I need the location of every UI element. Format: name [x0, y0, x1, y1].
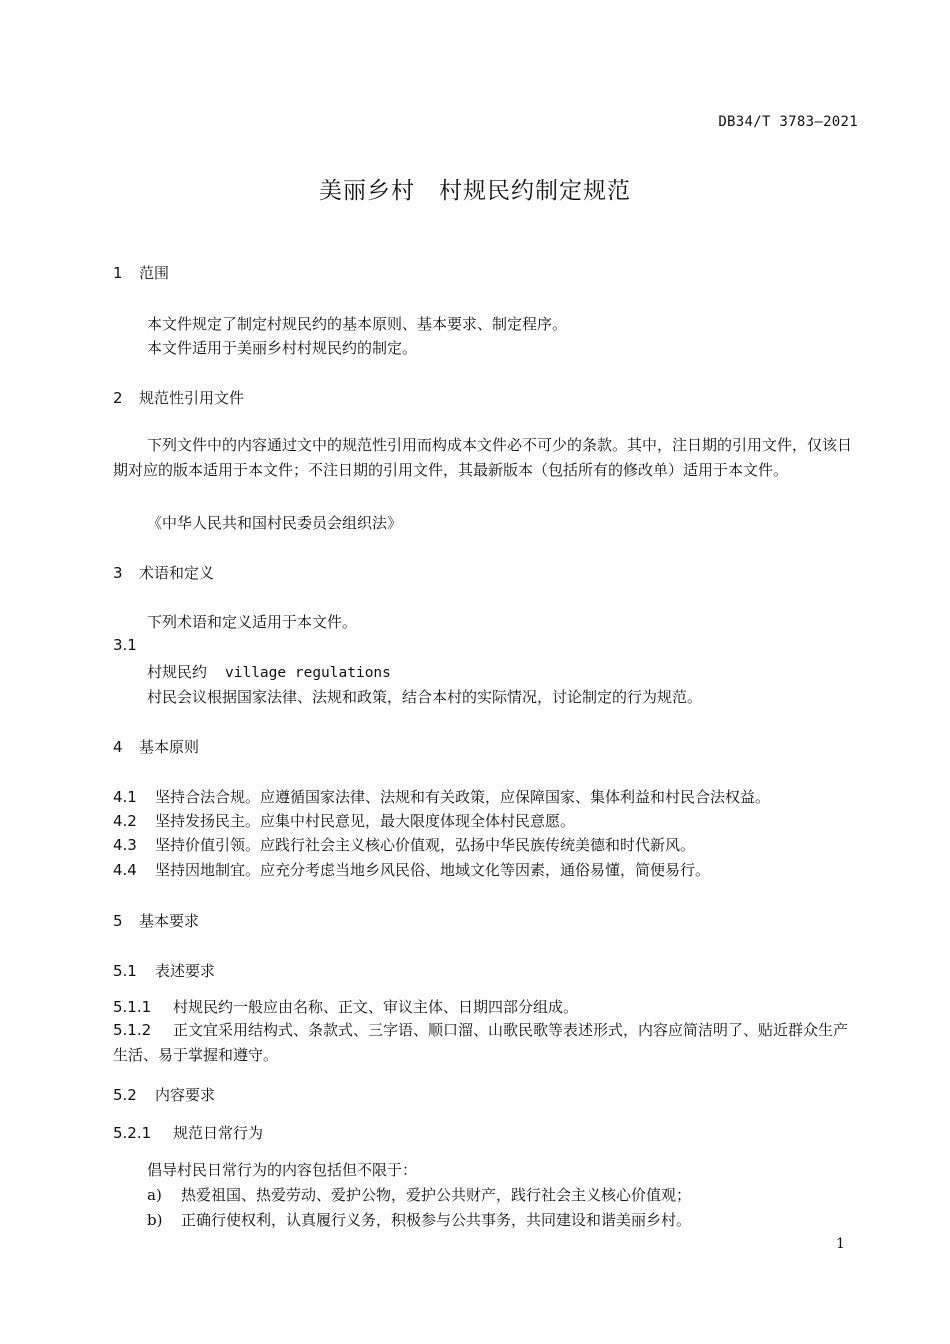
clause-5-2-1-intro: 倡导村民日常行为的内容包括但不限于： [147, 1161, 418, 1179]
term-chinese: 村规民约 [147, 663, 208, 681]
term-number: 3.1 [113, 636, 137, 654]
principle-item: 4.2 坚持发扬民主。应集中村民意见，最大限度体现全体村民意愿。 [113, 812, 576, 830]
list-item: a) 热爱祖国、热爱劳动、爱护公物，爱护公共财产，践行社会主义核心价值观； [147, 1186, 692, 1204]
section-1-paragraph-1: 本文件规定了制定村规民约的基本原则、基本要求、制定程序。 [147, 315, 568, 333]
section-5-1-heading: 5.1 表述要求 [113, 962, 216, 980]
section-5-2-heading: 5.2 内容要求 [113, 1086, 216, 1104]
section-3-paragraph: 下列术语和定义适用于本文件。 [147, 613, 358, 631]
section-3-heading: 3 术语和定义 [113, 564, 215, 582]
section-5-2-1-heading: 5.2.1 规范日常行为 [113, 1124, 264, 1142]
section-2-heading: 2 规范性引用文件 [113, 389, 245, 407]
principle-item: 4.1 坚持合法合规。应遵循国家法律、法规和有关政策，应保障国家、集体利益和村民合法权益。 [113, 788, 771, 806]
document-title: 美丽乡村 村规民约制定规范 [319, 178, 631, 204]
term-english: village regulations [225, 665, 391, 681]
section-4-heading: 4 基本原则 [113, 738, 200, 756]
page-number: 1 [836, 1236, 845, 1252]
term-definition: 村民会议根据国家法律、法规和政策，结合本村的实际情况，讨论制定的行为规范。 [147, 688, 703, 706]
list-item: b) 正确行使权利，认真履行义务，积极参与公共事务，共同建设和谐美丽乡村。 [147, 1211, 692, 1229]
clause-5-1-1: 5.1.1 村规民约一般应由名称、正文、审议主体、日期四部分组成。 [113, 998, 579, 1016]
standard-number: DB34/T 3783—2021 [718, 114, 858, 130]
section-1-heading: 1 范围 [113, 264, 170, 282]
principle-item: 4.3 坚持价值引领。应践行社会主义核心价值观，弘扬中华民族传统美德和时代新风。 [113, 836, 696, 854]
principle-item: 4.4 坚持因地制宜。应充分考虑当地乡风民俗、地域文化等因素，通俗易懂，简便易行。 [113, 861, 711, 879]
clause-5-1-2: 5.1.2 正文宜采用结构式、条款式、三字语、顺口溜、山歌民歌等表述形式，内容应简洁明了、贴近群众生产生活、易于掌握和遵守。 [113, 1021, 849, 1064]
term-entry [147, 661, 391, 682]
section-1-paragraph-2: 本文件适用于美丽乡村村规民约的制定。 [147, 339, 418, 357]
section-5-heading: 5 基本要求 [113, 912, 200, 930]
normative-reference: 《中华人民共和国村民委员会组织法》 [147, 514, 403, 532]
section-2-paragraph: 下列文件中的内容通过文中的规范性引用而构成本文件必不可少的条款。其中，注日期的引用文件，仅该日期对应的版本适用于本文件；不注日期的引用文件，其最新版本（包括所有的修改单）适用于本文件。 [113, 436, 853, 479]
